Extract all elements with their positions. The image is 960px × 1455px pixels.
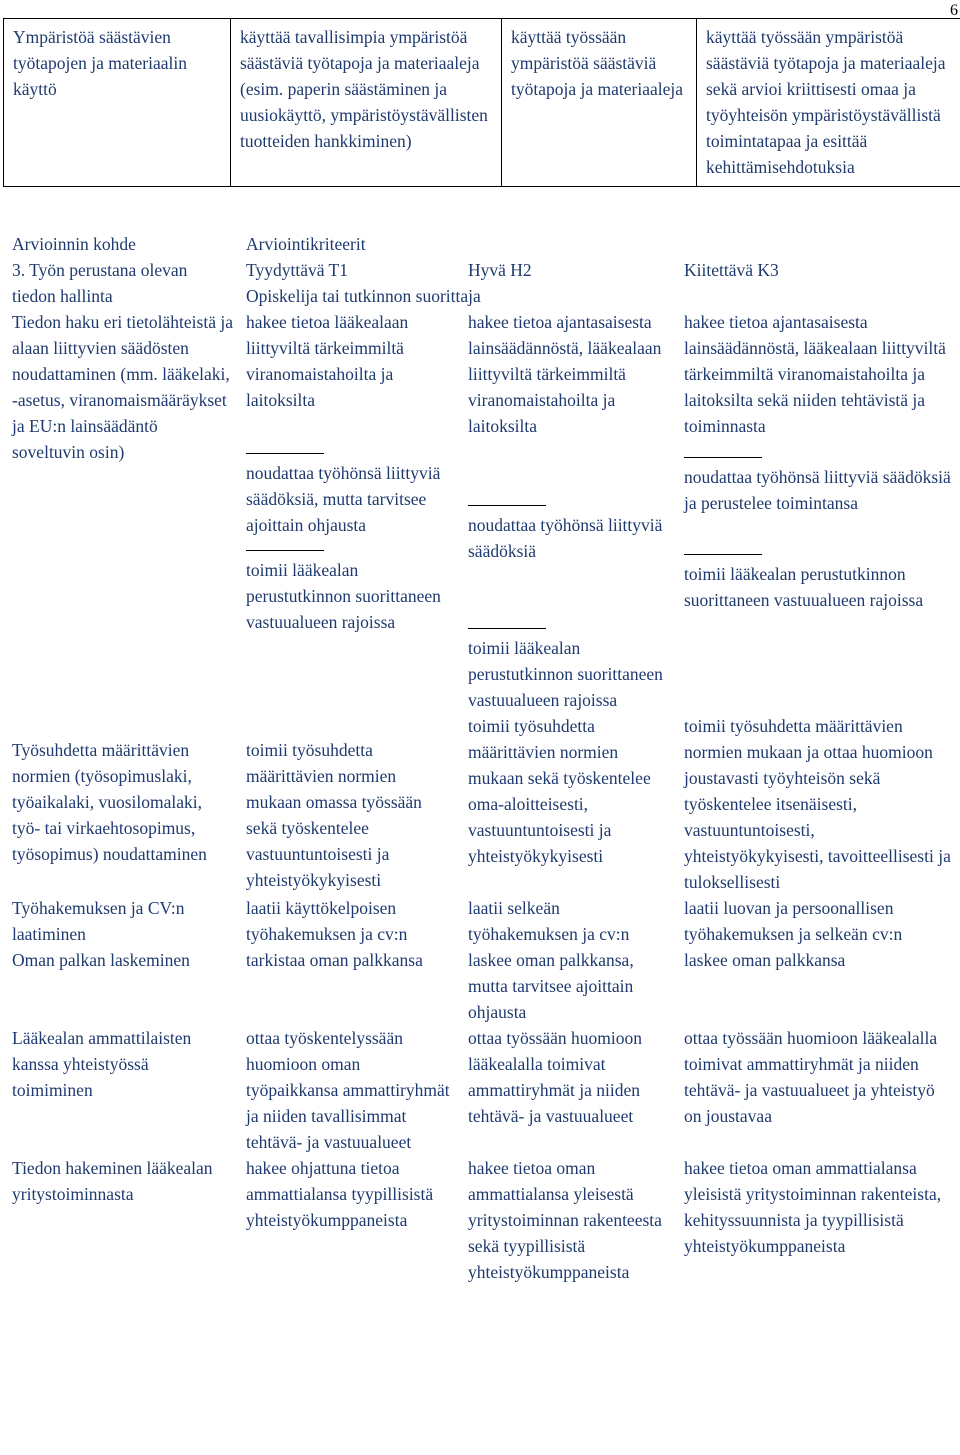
grade-t1: Tyydyttävä T1: [246, 260, 348, 280]
environment-criteria-table: [3, 18, 960, 187]
row-h2: [459, 309, 675, 713]
t1-cell: käyttää tavallisimpia ympäristöä säästäviä työtapoja ja materiaaleja (esim. paperin säästäminen ja uusiokäyttö, ympäristöystävällisten tuotteiden hankkiminen): [231, 19, 502, 187]
row-t1: laatii käyttökelpoisen työhakemuksen ja cv:n: [246, 898, 408, 944]
table-row: [3, 1155, 960, 1285]
separator-line: [246, 550, 324, 551]
row-target: Työsuhdetta määrittävien normien (työsopimuslaki, työaikalaki, vuosilomalaki, työ- tai virkaehtosopimus, työsopimus) noudattaminen: [12, 740, 207, 864]
row-k3: [675, 309, 960, 713]
row-k3: toimii työsuhdetta määrittävien normien mukaan ja ottaa huomioon joustavasti työyhteisön sekä työskentelee itsenäisesti, vastuuntuntoisesti, yhteistyökykyisesti, tavoitteellisesti ja tuloksellisesti: [684, 716, 951, 892]
separator-line: [684, 554, 762, 555]
grade-h2: Hyvä H2: [468, 260, 532, 280]
table-row: [3, 1025, 960, 1155]
row-h2: laskee oman palkkansa, mutta tarvitsee ajoittain ohjausta: [468, 950, 634, 1022]
row-k3: ottaa työssään huomioon lääkealalla toimivat ammattiryhmät ja niiden tehtävä- ja vastuualueet ja yhteistyö on joustavaa: [684, 1028, 938, 1126]
environment-criteria-row: [4, 19, 960, 187]
criterion-text: hakee tietoa lääkealaan liittyviltä tärkeimmiltä viranomaistahoilta ja laitoksilta: [246, 312, 409, 410]
criterion-text: toimii lääkealan perustutkinnon suorittaneen vastuualueen rajoissa: [246, 560, 441, 632]
row-target: Oman palkan laskeminen: [12, 950, 190, 970]
section-header-row: [3, 257, 960, 283]
criterion-text: hakee tietoa ajantasaisesta lainsäädännöstä, lääkealaan liittyviltä tärkeimmiltä viranomaistahoilta ja laitoksilta sekä niiden tehtävistä ja toiminnasta: [684, 312, 946, 436]
table-row: [3, 895, 960, 947]
separator-line: [468, 628, 546, 629]
row-k3: laskee oman palkkansa: [684, 950, 846, 970]
row-target: Työhakemuksen ja CV:n laatiminen: [12, 898, 185, 944]
table-row: [3, 309, 960, 713]
table-row: [3, 713, 960, 895]
column-header-row: [3, 231, 960, 257]
row-h2: ottaa työssään huomioon lääkealalla toimivat ammattiryhmät ja niiden tehtävä- ja vastuualueet: [468, 1028, 643, 1126]
row-t1: ottaa työskentelyssään huomioon oman työpaikkansa ammattiryhmät ja niiden tavallisimmat tehtävä- ja vastuualueet: [246, 1028, 450, 1152]
separator-line: [246, 453, 324, 454]
h2-cell: käyttää työssään ympäristöä säästäviä työtapoja ja materiaaleja: [502, 19, 697, 187]
grade-k3: Kiitettävä K3: [684, 260, 779, 280]
row-k3: laatii luovan ja persoonallisen työhakemuksen ja selkeän cv:n: [684, 898, 903, 944]
section-title: 3. Työn perustana olevan tiedon hallinta: [12, 260, 188, 306]
k3-cell: käyttää työssään ympäristöä säästäviä työtapoja ja materiaaleja sekä arvioi kriittisesti omaa ja työyhteisön ympäristöystävällistä toimintatapaa ja esittää kehittämisehdotuksia: [697, 19, 960, 187]
column-header-target: Arvioinnin kohde: [12, 234, 136, 254]
criterion-text: toimii lääkealan perustutkinnon suorittaneen vastuualueen rajoissa: [684, 564, 924, 610]
row-h2: toimii työsuhdetta määrittävien normien mukaan sekä työskentelee oma-aloitteisesti, vastuuntuntoisesti ja yhteistyökykyisesti: [468, 716, 651, 866]
criterion-text: noudattaa työhönsä liittyviä säädöksiä, mutta tarvitsee ajoittain ohjausta: [246, 463, 441, 535]
row-target: Tiedon hakeminen lääkealan yritystoiminnasta: [12, 1158, 213, 1204]
criterion-text: noudattaa työhönsä liittyviä säädöksiä: [468, 515, 663, 561]
row-target: Tiedon haku eri tietolähteistä ja alaan liittyvien säädösten noudattaminen (mm. lääkelaki, -asetus, viranomaismääräykset ja EU:n lainsäädäntö soveltuvin osin): [12, 312, 233, 462]
row-k3: hakee tietoa oman ammattialansa yleisistä yritystoiminnan rakenteista, kehityssuunnista ja tyypillisistä yhteistyökumppaneista: [684, 1158, 942, 1256]
separator-line: [468, 505, 546, 506]
row-target: Lääkealan ammattilaisten kanssa yhteistyössä toimiminen: [12, 1028, 192, 1100]
criterion-text: noudattaa työhönsä liittyviä säädöksiä ja perustelee toimintansa: [684, 467, 951, 513]
table-row: [3, 947, 960, 1025]
row-h2: hakee tietoa oman ammattialansa yleisestä yritystoiminnan rakenteesta sekä tyypillisistä yhteistyökumppaneista: [468, 1158, 662, 1282]
column-header-criteria: Arviointikriteerit: [246, 234, 366, 254]
row-t1: tarkistaa oman palkkansa: [246, 950, 423, 970]
subject-label: Opiskelija tai tutkinnon suorittaja: [246, 286, 481, 306]
separator-line: [684, 457, 762, 458]
criterion-text: toimii lääkealan perustutkinnon suorittaneen vastuualueen rajoissa: [468, 638, 663, 710]
criteria-table: [3, 231, 960, 1285]
page-number: 6: [950, 2, 958, 19]
row-t1: hakee ohjattuna tietoa ammattialansa tyypillisistä yhteistyökumppaneista: [246, 1158, 434, 1230]
criterion-cell: Ympäristöä säästävien työtapojen ja materiaalin käyttö: [4, 19, 231, 187]
row-t1: toimii työsuhdetta määrittävien normien mukaan omassa työssään sekä työskentelee vastuuntuntoisesti ja yhteistyökykyisesti: [246, 740, 422, 890]
criterion-text: hakee tietoa ajantasaisesta lainsäädännöstä, lääkealaan liittyviltä tärkeimmiltä viranomaistahoilta ja laitoksilta: [468, 312, 662, 436]
row-t1: [237, 309, 459, 713]
row-h2: laatii selkeän työhakemuksen ja cv:n: [468, 898, 630, 944]
